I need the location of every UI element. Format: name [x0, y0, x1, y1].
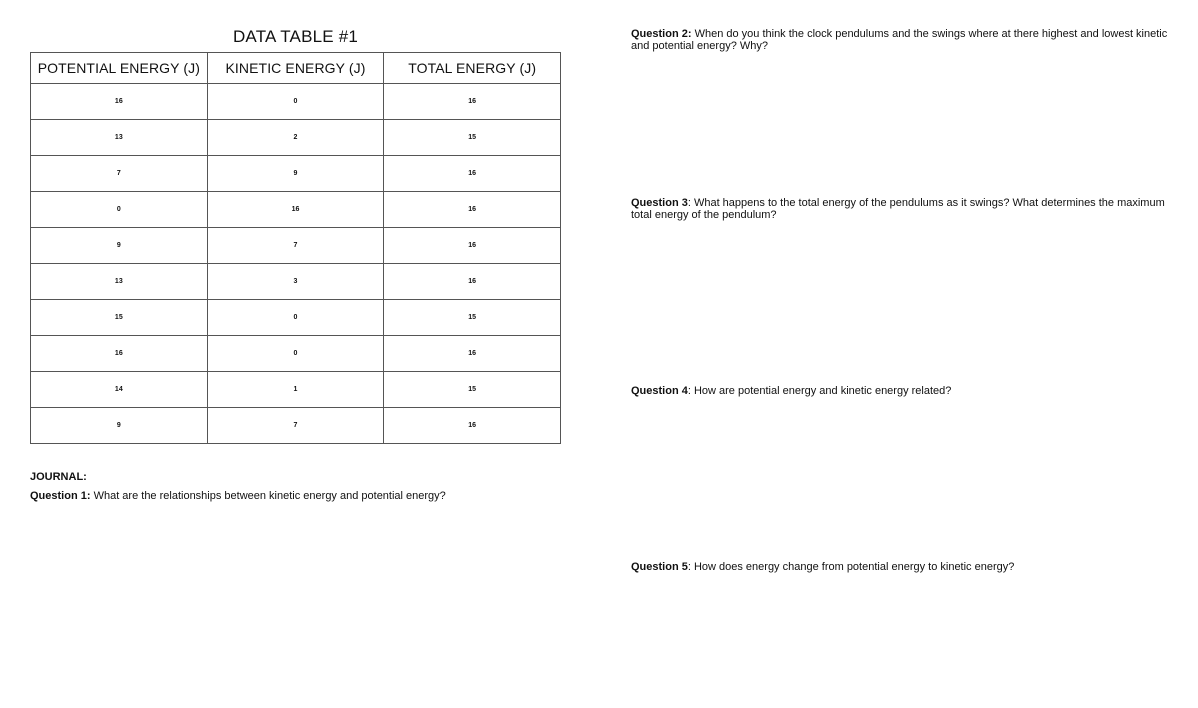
kinetic-energy-cell: 7 [207, 228, 384, 264]
total-energy-cell: 16 [384, 264, 561, 300]
table-row [31, 300, 561, 336]
question-5-label: Question 5 [631, 561, 688, 573]
table-title: DATA TABLE #1 [232, 27, 359, 46]
potential-energy-cell: 16 [31, 336, 208, 372]
total-energy-cell: 16 [384, 84, 561, 120]
question-4-text: : How are potential energy and kinetic energy related? [687, 385, 952, 397]
question-1-text: What are the relationships between kinetic energy and potential energy? [90, 490, 446, 502]
question-5 [631, 561, 1171, 573]
table-row [31, 228, 561, 264]
table-row [31, 84, 561, 120]
potential-energy-cell: 9 [31, 228, 208, 264]
question-5-text: : How does energy change from potential energy to kinetic energy? [687, 561, 1015, 573]
potential-energy-cell: 7 [31, 156, 208, 192]
total-energy-cell: 15 [384, 300, 561, 336]
total-energy-cell: 15 [384, 120, 561, 156]
journal-heading: JOURNAL: [30, 471, 87, 483]
question-3-text: : What happens to the total energy of the pendulums as it swings? What determines the maximum total energy of the pendulum? [631, 197, 1165, 221]
question-2-label: Question 2: [631, 28, 692, 40]
question-2 [631, 28, 1171, 52]
table-row [31, 372, 561, 408]
total-energy-cell: 16 [384, 192, 561, 228]
table-row [31, 192, 561, 228]
kinetic-energy-cell: 0 [207, 300, 384, 336]
potential-energy-cell: 13 [31, 264, 208, 300]
table-row [31, 336, 561, 372]
total-energy-cell: 16 [384, 228, 561, 264]
question-1-label: Question 1: [30, 490, 91, 502]
header-kinetic-energy: KINETIC ENERGY (J) [207, 53, 384, 84]
table-row [31, 120, 561, 156]
energy-data-table [30, 52, 561, 444]
kinetic-energy-cell: 1 [207, 372, 384, 408]
total-energy-cell: 16 [384, 408, 561, 444]
potential-energy-cell: 0 [31, 192, 208, 228]
question-2-text: When do you think the clock pendulums and the swings where at there highest and lowest kinetic and potential energy? Why? [631, 28, 1168, 52]
total-energy-cell: 16 [384, 156, 561, 192]
question-3-label: Question 3 [631, 197, 688, 209]
potential-energy-cell: 14 [31, 372, 208, 408]
table-body [31, 84, 561, 444]
question-1 [30, 490, 590, 502]
kinetic-energy-cell: 0 [207, 336, 384, 372]
table-row [31, 408, 561, 444]
total-energy-cell: 15 [384, 372, 561, 408]
kinetic-energy-cell: 9 [207, 156, 384, 192]
potential-energy-cell: 16 [31, 84, 208, 120]
question-4 [631, 385, 1171, 397]
kinetic-energy-cell: 16 [207, 192, 384, 228]
kinetic-energy-cell: 0 [207, 84, 384, 120]
kinetic-energy-cell: 2 [207, 120, 384, 156]
table-row [31, 264, 561, 300]
potential-energy-cell: 15 [31, 300, 208, 336]
header-total-energy: TOTAL ENERGY (J) [384, 53, 561, 84]
kinetic-energy-cell: 3 [207, 264, 384, 300]
question-4-label: Question 4 [631, 385, 688, 397]
potential-energy-cell: 13 [31, 120, 208, 156]
header-potential-energy: POTENTIAL ENERGY (J) [31, 53, 208, 84]
kinetic-energy-cell: 7 [207, 408, 384, 444]
table-header-row [31, 53, 561, 84]
potential-energy-cell: 9 [31, 408, 208, 444]
table-row [31, 156, 561, 192]
total-energy-cell: 16 [384, 336, 561, 372]
question-3 [631, 197, 1176, 221]
